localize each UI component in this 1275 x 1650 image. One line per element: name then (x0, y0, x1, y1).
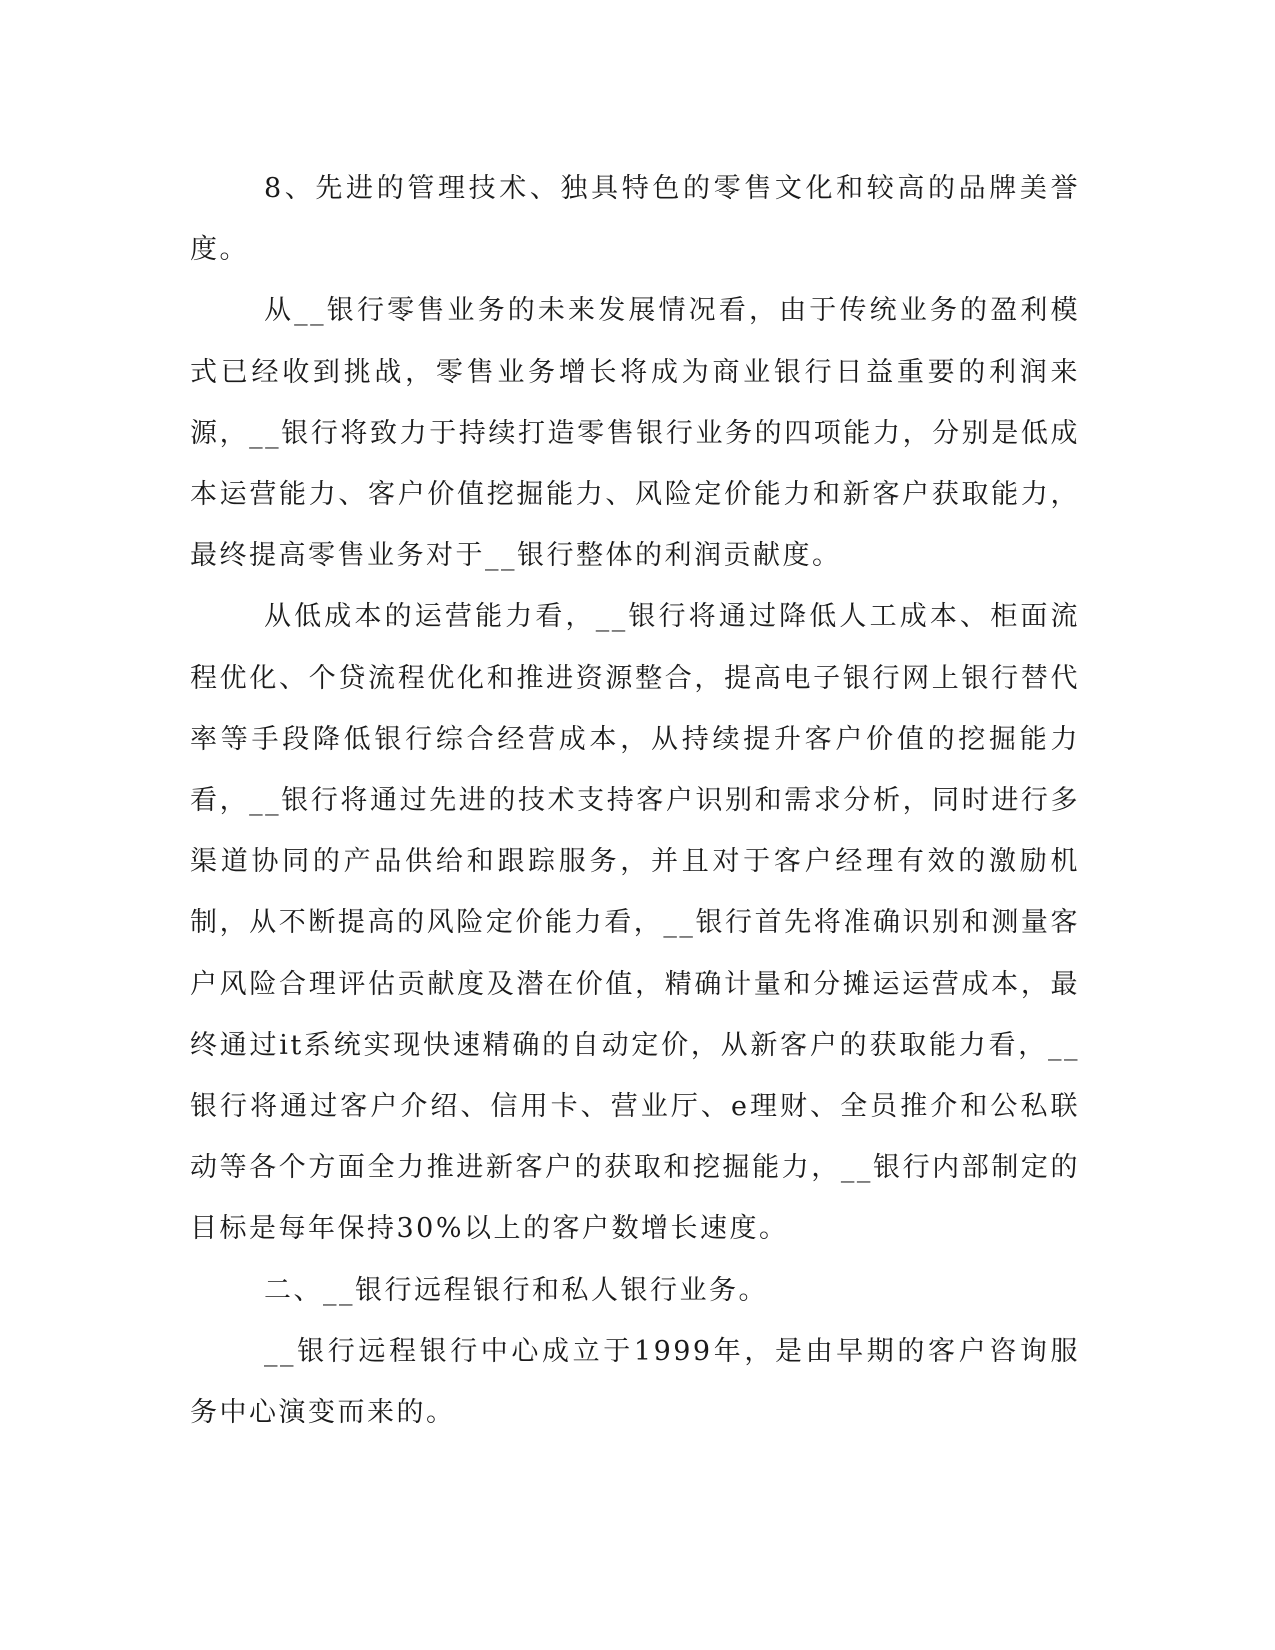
paragraph-item-8: 8、先进的管理技术、独具特色的零售文化和较高的品牌美誉度。 (190, 173, 1080, 266)
paragraph-four-capabilities: 从低成本的运营能力看，__银行将通过降低人工成本、柜面流程优化、个贷流程优化和推进资源整合，提高电子银行网上银行替代率等手段降低银行综合经营成本，从持续提升客户价值的挖掘能力看，__银行将通过先进的技术支持客户识别和需求分析，同时进行多渠道协同的产品供给和跟踪服务，并且对于客户经理有效的激励机制，从不断提高的风险定价能力看，__银行首先将准确识别和测量客户风险合理评估贡献度及潜在价值，精确计量和分摊运运营成本，最终通过it系统实现快速精确的自动定价，从新客户的获取能力看，__银行将通过客户介绍、信用卡、营业厅、e理财、全员推介和公私联动等各个方面全力推进新客户的获取和挖掘能力，__银行内部制定的目标是每年保持30%以上的客户数增长速度。 (190, 601, 1080, 1245)
document-body (190, 158, 1080, 1443)
paragraph-remote-banking-center: __银行远程银行中心成立于1999年，是由早期的客户咨询服务中心演变而来的。 (190, 1335, 1080, 1429)
paragraph-retail-future: 从__银行零售业务的未来发展情况看，由于传统业务的盈利模式已经收到挑战，零售业务增长将成为商业银行日益重要的利润来源，__银行将致力于持续打造零售银行业务的四项能力，分别是低成本运营能力、客户价值挖掘能力、风险定价能力和新客户获取能力，最终提高零售业务对于__银行整体的利润贡献度。 (190, 295, 1080, 572)
section-heading-remote-private-banking: 二、__银行远程银行和私人银行业务。 (264, 1274, 768, 1306)
